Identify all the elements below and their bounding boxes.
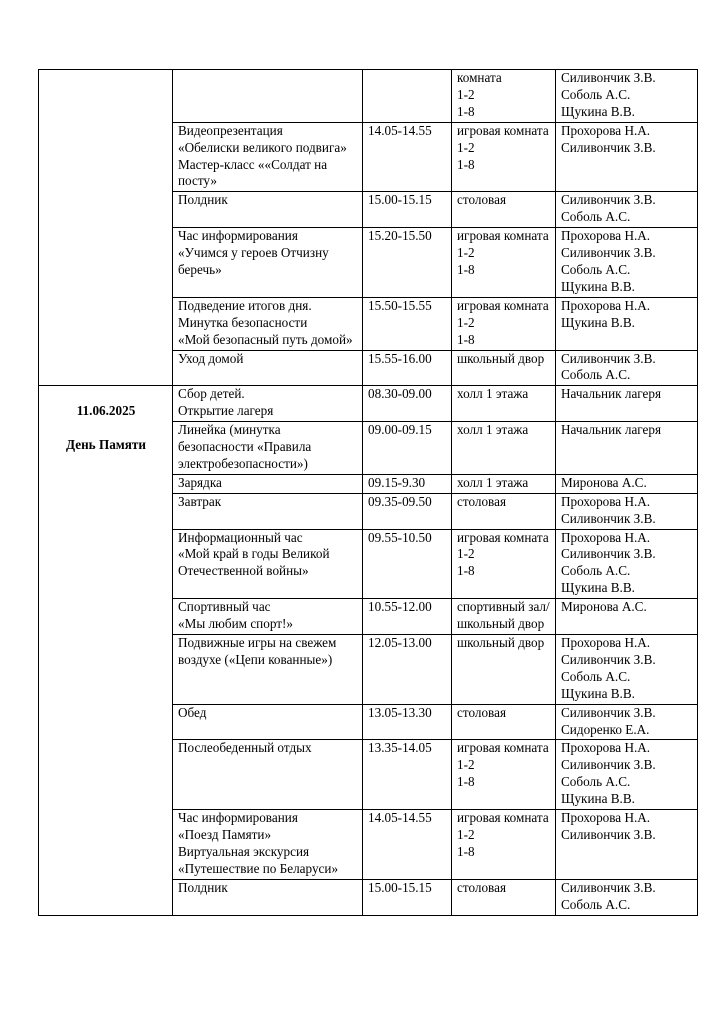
activity-cell: Полдник xyxy=(173,879,363,915)
staff-cell: Силивончик З.В. Соболь А.С. xyxy=(556,192,698,228)
place-cell: игровая комната 1-2 1-8 xyxy=(452,297,556,350)
staff-cell: Силивончик З.В. Соболь А.С. Щукина В.В. xyxy=(556,70,698,123)
staff-cell: Силивончик З.В. Соболь А.С. xyxy=(556,879,698,915)
activity-cell: Линейка (минутка безопасности «Правила электробезопасности») xyxy=(173,422,363,475)
time-cell: 15.50-15.55 xyxy=(363,297,452,350)
time-cell: 13.05-13.30 xyxy=(363,704,452,740)
activity-cell: Час информирования «Поезд Памяти» Виртуальная экскурсия «Путешествие по Беларуси» xyxy=(173,810,363,880)
time-cell: 13.35-14.05 xyxy=(363,740,452,810)
place-cell: игровая комната 1-2 1-8 xyxy=(452,740,556,810)
staff-cell: Прохорова Н.А. Силивончик З.В. Соболь А.С. Щукина В.В. xyxy=(556,228,698,298)
place-cell: спортивный зал/школьный двор xyxy=(452,599,556,635)
staff-cell: Прохорова Н.А. Силивончик З.В. xyxy=(556,122,698,192)
place-cell: холл 1 этажа xyxy=(452,386,556,422)
activity-cell: Сбор детей. Открытие лагеря xyxy=(173,386,363,422)
time-cell: 14.05-14.55 xyxy=(363,810,452,880)
staff-cell: Начальник лагеря xyxy=(556,422,698,475)
activity-cell: Послеобеденный отдых xyxy=(173,740,363,810)
time-cell: 15.00-15.15 xyxy=(363,192,452,228)
activity-cell: Обед xyxy=(173,704,363,740)
time-cell: 15.55-16.00 xyxy=(363,350,452,386)
table-row xyxy=(39,386,698,422)
time-cell xyxy=(363,70,452,123)
staff-cell: Силивончик З.В. Сидоренко Е.А. xyxy=(556,704,698,740)
place-cell: игровая комната 1-2 1-8 xyxy=(452,228,556,298)
staff-cell: Прохорова Н.А. Силивончик З.В. xyxy=(556,493,698,529)
schedule-table xyxy=(38,69,698,916)
staff-cell: Прохорова Н.А. Силивончик З.В. Соболь А.С. Щукина В.В. xyxy=(556,635,698,705)
place-cell: игровая комната 1-2 1-8 xyxy=(452,810,556,880)
day-cell-empty xyxy=(39,70,173,386)
time-cell: 09.55-10.50 xyxy=(363,529,452,599)
time-cell: 09.00-09.15 xyxy=(363,422,452,475)
place-cell: комната 1-2 1-8 xyxy=(452,70,556,123)
place-cell: игровая комната 1-2 1-8 xyxy=(452,122,556,192)
activity-cell: Полдник xyxy=(173,192,363,228)
activity-cell: Подвижные игры на свежем воздухе («Цепи кованные») xyxy=(173,635,363,705)
staff-cell: Миронова А.С. xyxy=(556,474,698,493)
activity-cell xyxy=(173,70,363,123)
place-cell: столовая xyxy=(452,192,556,228)
place-cell: игровая комната 1-2 1-8 xyxy=(452,529,556,599)
place-cell: столовая xyxy=(452,879,556,915)
time-cell: 09.35-09.50 xyxy=(363,493,452,529)
time-cell: 12.05-13.00 xyxy=(363,635,452,705)
activity-cell: Подведение итогов дня. Минутка безопасности «Мой безопасный путь домой» xyxy=(173,297,363,350)
staff-cell: Силивончик З.В. Соболь А.С. xyxy=(556,350,698,386)
activity-cell: Завтрак xyxy=(173,493,363,529)
place-cell: столовая xyxy=(452,493,556,529)
place-cell: холл 1 этажа xyxy=(452,474,556,493)
time-cell: 08.30-09.00 xyxy=(363,386,452,422)
activity-cell: Зарядка xyxy=(173,474,363,493)
day-title: День Памяти xyxy=(65,437,146,453)
time-cell: 10.55-12.00 xyxy=(363,599,452,635)
day-cell xyxy=(39,386,173,915)
staff-cell: Прохорова Н.А. Силивончик З.В. Соболь А.С. Щукина В.В. xyxy=(556,529,698,599)
staff-cell: Начальник лагеря xyxy=(556,386,698,422)
staff-cell: Прохорова Н.А. Силивончик З.В. Соболь А.С. Щукина В.В. xyxy=(556,740,698,810)
time-cell: 14.05-14.55 xyxy=(363,122,452,192)
place-cell: школьный двор xyxy=(452,635,556,705)
activity-cell: Информационный час «Мой край в годы Великой Отечественной войны» xyxy=(173,529,363,599)
time-cell: 09.15-9.30 xyxy=(363,474,452,493)
activity-cell: Уход домой xyxy=(173,350,363,386)
staff-cell: Прохорова Н.А. Силивончик З.В. xyxy=(556,810,698,880)
place-cell: холл 1 этажа xyxy=(452,422,556,475)
staff-cell: Прохорова Н.А. Щукина В.В. xyxy=(556,297,698,350)
time-cell: 15.00-15.15 xyxy=(363,879,452,915)
place-cell: столовая xyxy=(452,704,556,740)
table-row xyxy=(39,70,698,123)
day-date: 11.06.2025 xyxy=(76,403,136,419)
activity-cell: Спортивный час «Мы любим спорт!» xyxy=(173,599,363,635)
activity-cell: Час информирования «Учимся у героев Отчизну беречь» xyxy=(173,228,363,298)
place-cell: школьный двор xyxy=(452,350,556,386)
time-cell: 15.20-15.50 xyxy=(363,228,452,298)
staff-cell: Миронова А.С. xyxy=(556,599,698,635)
activity-cell: Видеопрезентация «Обелиски великого подвига» Мастер-класс ««Солдат на посту» xyxy=(173,122,363,192)
